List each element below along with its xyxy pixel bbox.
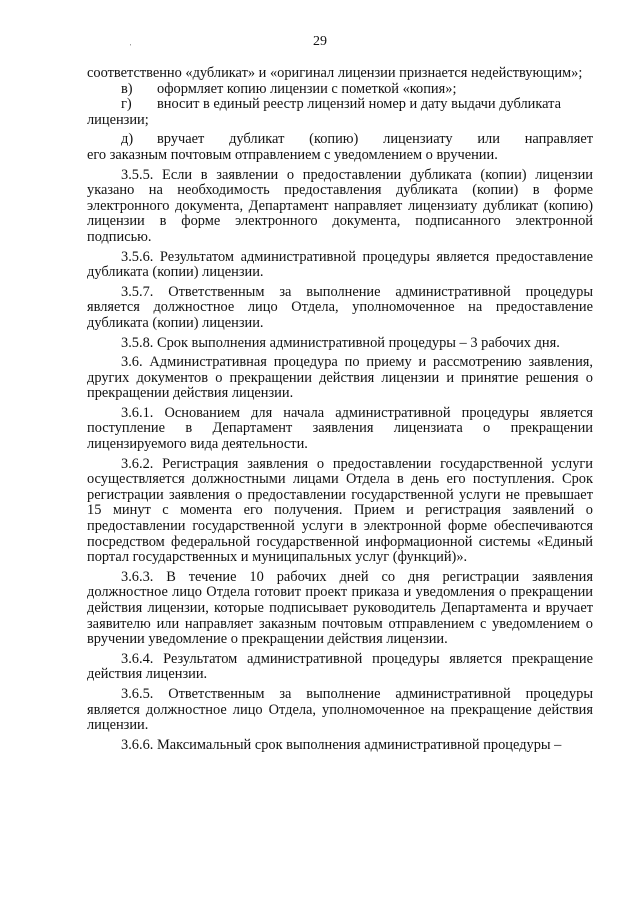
paragraph-3-5-7: 3.5.7. Ответственным за выполнение административной процедуры является должностное лицо Отдела, уполномоченное на предоставление дубликата (копии) лицензии. [87,283,593,331]
list-text-continuation: его заказным почтовым отправлением с уведомлением о вручении. [87,146,498,163]
paragraph-3-6-6: 3.6.6. Максимальный срок выполнения административной процедуры – [121,736,562,753]
list-item-g [87,97,593,113]
list-text: вносит в единый реестр лицензий номер и дату выдачи дубликата [157,96,562,113]
paragraph-3-6-3: 3.6.3. В течение 10 рабочих дней со дня регистрации заявления должностное лицо Отдела готовит проект приказа и уведомления о прекращении действия лицензии, которые подписывает руководитель Департамента и вручает заявителю или направляет заказным почтовым отправлением с уведомлением о вручении уведомление о прекращении действия лицензии. [87,568,593,648]
list-item-v [87,82,593,98]
paragraph-3-6-5: 3.6.5. Ответственным за выполнение административной процедуры является должностное лицо Отдела, уполномоченное на прекращение действия лицензии. [87,685,593,734]
list-text-continuation: лицензии; [87,111,149,128]
list-letter: в) [121,80,133,97]
list-item-d [87,132,593,148]
paragraph-3-6-1: 3.6.1. Основанием для начала административной процедуры является поступление в Департамент заявления лицензиата о прекращении лицензируемого вида деятельности. [87,404,593,453]
paragraph-3-5-5: 3.5.5. Если в заявлении о предоставлении дубликата (копии) лицензии указано на необходимость предоставления дубликата (копии) в форме электронного документа, Департамент направляет лицензиату дубликат (копию) лицензии в форме электронного документа, подписанного электронной подписью. [87,166,593,245]
list-letter: г) [121,96,132,113]
paragraph-3-6-2: 3.6.2. Регистрация заявления о предоставлении государственной услуги осуществляется должностными лицами Отдела в день его поступления. Срок регистрации заявления о предоставлении государственной услуги не превышает 15 минут с момента его получения. Прием и регистрация заявлений о предоставлении государственной услуги в электронной форме обеспечиваются посредством федеральной государственной информационной системы «Единый портал государственных и муниципальных услуг (функций)». [87,455,593,566]
paragraph-3-6: 3.6. Административная процедура по приему и рассмотрению заявления, других документов о прекращении действия лицензии и принятие решения о прекращении действия лицензии. [87,354,593,402]
paragraph: соответственно «дубликат» и «оригинал лицензии признается недействующим»; [87,65,583,81]
paragraph-3-6-4: 3.6.4. Результатом административной процедуры является прекращение действия лицензии. [87,650,593,683]
document-body [87,66,593,753]
list-letter: д) [121,131,134,148]
paragraph-3-5-8: 3.5.8. Срок выполнения административной процедуры – 3 рабочих дня. [121,334,560,351]
page-number: 29 [313,34,327,49]
list-text: вручает дубликат (копию) лицензиату или направляет [157,131,593,148]
paragraph-3-5-6: 3.5.6. Результатом административной процедуры является предоставление дубликата (копии) лицензии. [87,248,593,281]
scan-mark: ' [130,43,132,51]
list-text: оформляет копию лицензии с пометкой «копия»; [157,80,457,97]
